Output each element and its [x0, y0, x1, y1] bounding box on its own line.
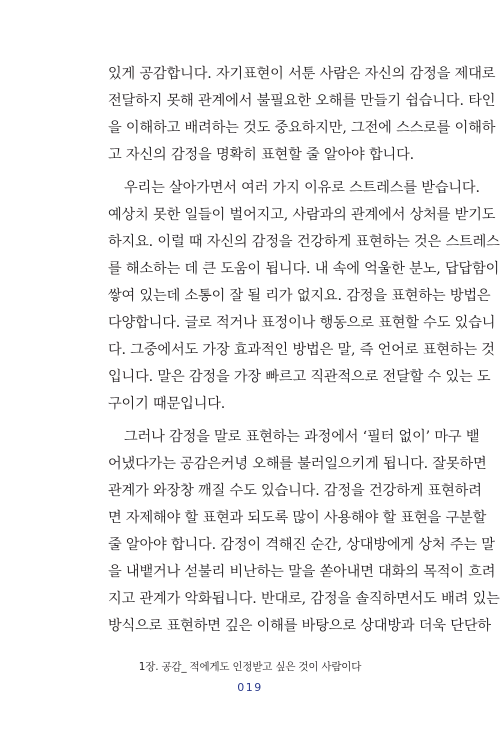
body-line: 쌓여 있는데 소통이 잘 될 리가 없지요. 감정을 표현하는 방법은 [108, 288, 491, 304]
page-number: 019 [237, 681, 263, 694]
body-line: 방식으로 표현하면 깊은 이해를 바탕으로 상대방과 더욱 단단하 [108, 618, 491, 634]
body-line: 어냈다가는 공감은커녕 오해를 불러일으키게 됩니다. 잘못하면 [108, 456, 487, 472]
body-line: 예상치 못한 일들이 벌어지고, 사람과의 관계에서 상처를 받기도 [108, 207, 496, 223]
body-line: 지고 관계가 악화됩니다. 반대로, 감정을 솔직하면서도 배려 있는 [108, 591, 500, 607]
paragraph-first-line: 그러나 감정을 말로 표현하는 과정에서 ‘필터 없이’ 마구 뱉 [124, 429, 480, 445]
body-line: 을 이해하고 배려하는 것도 중요하지만, 그전에 스스로를 이해하 [108, 120, 496, 136]
body-line: 구이기 때문입니다. [108, 396, 226, 412]
body-line: 다양합니다. 글로 적거나 표정이나 행동으로 표현할 수도 있습니 [108, 315, 496, 331]
body-line: 관계가 와장창 깨질 수도 있습니다. 감정을 건강하게 표현하려 [108, 483, 482, 499]
body-line: 하지요. 이럴 때 자신의 감정을 건강하게 표현하는 것은 스트레스 [108, 234, 500, 250]
body-line: 전달하지 못해 관계에서 불필요한 오해를 만들기 쉽습니다. 타인 [108, 93, 496, 109]
body-line: 줄 알아야 합니다. 감정이 격해진 순간, 상대방에게 상처 주는 말 [108, 537, 495, 553]
body-line: 를 해소하는 데 큰 도움이 됩니다. 내 속에 억울한 분노, 답답함이 [108, 261, 500, 277]
body-line: 입니다. 말은 감정을 가장 빠르고 직관적으로 전달할 수 있는 도 [108, 369, 491, 385]
body-line: 다. 그중에서도 가장 효과적인 방법은 말, 즉 언어로 표현하는 것 [108, 342, 495, 358]
running-footer-chapter-title: 1장. 공감_ 적에게도 인정받고 싶은 것이 사람이다 [138, 661, 362, 673]
body-line: 을 내뱉거나 섣불리 비난하는 말을 쏟아내면 대화의 목적이 흐려 [108, 564, 496, 580]
body-line: 있게 공감합니다. 자기표현이 서툰 사람은 자신의 감정을 제대로 [108, 66, 496, 82]
body-line: 면 자제해야 할 표현과 되도록 많이 사용해야 할 표현을 구분할 [108, 510, 487, 526]
paragraph-first-line: 우리는 살아가면서 여러 가지 이유로 스트레스를 받습니다. [124, 180, 480, 196]
body-line: 고 자신의 감정을 명확히 표현할 줄 알아야 합니다. [108, 147, 414, 163]
